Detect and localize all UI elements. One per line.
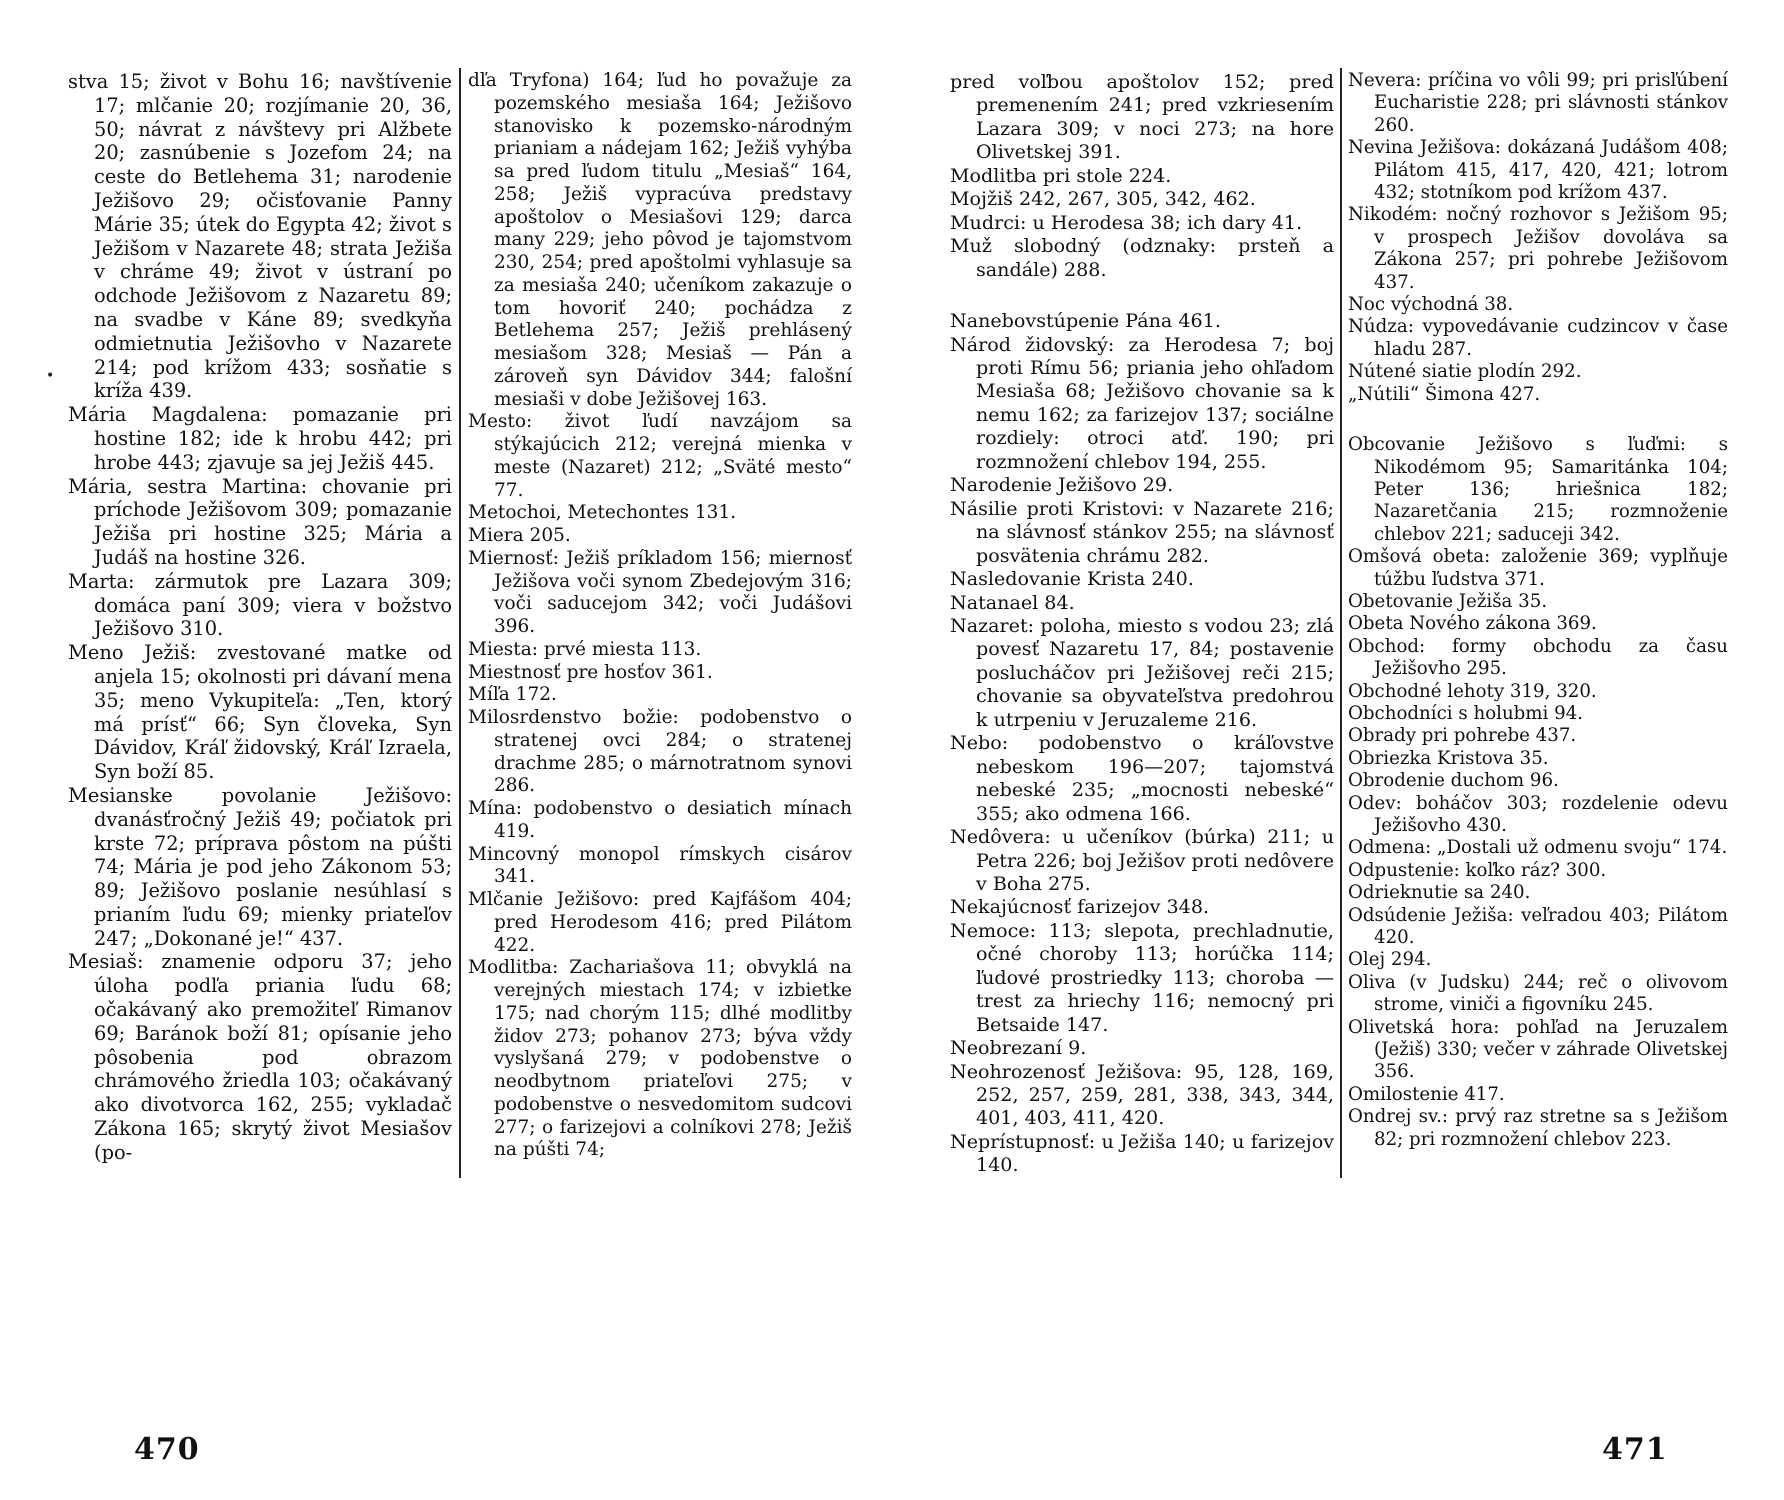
index-entry: dľa Tryfona) 164; ľud ho považuje za pozemského mesiaša 164; Ježišovo stanovisko k pozemsko-národným prianiam a nádejam 162; Ježiš vyhýba sa pred ľudom titulu „Mesiaš“ 164, 258; Ježiš vypracúva predstavy apoštolov o Mesiašovi 129; darca many 229; jeho pôvod je tajomstvom 230, 254; pred apoštolmi vyhlasuje sa za mesiaša 240; učeníkom zakazuje o tom hovoriť 240; pochádza z Betlehema 257; Ježiš prehlásený mesiašom 328; Mesiaš — Pán a zároveň syn Dávidov 344; falošní mesiaši v dobe Ježišovej 163.: [468, 70, 852, 410]
index-entry: Modlitba pri stole 224.: [950, 163, 1172, 187]
index-entry: Miestnosť pre hosťov 361.: [468, 661, 713, 683]
index-entry: Nemoce: 113; slepota, prechladnutie, očné choroby 113; horúčka 114; ľudové prostriedky 113; choroba — trest za hriechy 116; nemocný pri Betsaide 147.: [950, 918, 1334, 1036]
index-entry: Mlčanie Ježišovo: pred Kajfášom 404; pred Herodesom 416; pred Pilátom 422.: [468, 889, 852, 956]
index-entry: Neprístupnosť: u Ježiša 140; u farizejov 140.: [950, 1129, 1334, 1177]
index-entry: Obrodenie duchom 96.: [1348, 770, 1559, 792]
index-entry: Odmena: „Dostali už odmenu svoju“ 174.: [1348, 837, 1728, 859]
index-entry: Mesiaš: znamenie odporu 37; jeho úloha podľa priania ľudu 68; očakávaný ako premožiteľ Rimanov 69; Baránok boží 81; opísanie jeho pôsobenia pod obrazom chrámového žriedla 103; očakávaný ako divotvorca 162, 255; vykladač Zákona 165; skrytý život Mesiašov (po-: [68, 950, 452, 1164]
index-entry: Miesta: prvé miesta 113.: [468, 638, 702, 660]
index-entry: Obrady pri pohrebe 437.: [1348, 725, 1577, 747]
index-entry: stva 15; život v Bohu 16; navštívenie 17; mlčanie 20; rozjímanie 20, 36, 50; návrat z návštevy pri Alžbete 20; zasnúbenie s Jozefom 24; na ceste do Betlehema 31; narodenie Ježišovo 29; očisťovanie Panny Márie 35; útek do Egypta 42; život s Ježišom v Nazarete 48; strata Ježiša v chráme 49; život v ústraní po odchode Ježišovom z Nazaretu 89; na svadbe v Káne 89; svedkyňa odmietnutia Ježišovho v Nazarete 214; pod krížom 433; sosňatie s kríža 439.: [68, 70, 452, 403]
index-entry: Nedôvera: u učeníkov (búrka) 211; u Petra 226; boj Ježišov proti nedôvere v Boha 275.: [950, 825, 1334, 895]
index-entry: Nevina Ježišova: dokázaná Judášom 408; Pilátom 415, 417, 420, 421; lotrom 432; stotníkom pod krížom 437.: [1348, 137, 1728, 204]
index-entry: Omilostenie 417.: [1348, 1083, 1505, 1105]
index-entry: Olej 294.: [1348, 949, 1432, 971]
index-entry: Nazaret: poloha, miesto s vodou 23; zlá povesť Nazaretu 17, 84; postavenie poslucháčov pri Ježišovej reči 215; chovanie sa obyvateľstva predohrou k utrpeniu v Jeruzaleme 216.: [950, 613, 1334, 731]
index-entry: pred voľbou apoštolov 152; pred premenením 241; pred vzkriesením Lazara 309; v noci 273; na hore Olivetskej 391.: [950, 70, 1334, 164]
index-entry: Nevera: príčina vo vôli 99; pri prisľúbení Eucharistie 228; pri slávnosti stánkov 260.: [1348, 70, 1728, 136]
index-entry: Obchod: formy obchodu za času Ježišovho 295.: [1348, 635, 1728, 680]
index-entry: Obeta Nového zákona 369.: [1348, 613, 1597, 635]
index-entry: Nikodém: nočný rozhovor s Ježišom 95; v prospech Ježišov dovoláva sa Zákona 257; pri pohrebe Ježišovom 437.: [1348, 204, 1728, 293]
index-entry: Obriezka Kristova 35.: [1348, 747, 1549, 769]
index-entry: Noc východná 38.: [1348, 294, 1514, 316]
index-entry: Obchodné lehoty 319, 320.: [1348, 680, 1597, 702]
index-entry: Násilie proti Kristovi: v Nazarete 216; na slávnosť stánkov 255; na slávnosť posvätenia chrámu 282.: [950, 496, 1334, 567]
index-entry: Neobrezaní 9.: [950, 1036, 1087, 1060]
index-entry: Odsúdenie Ježiša: veľradou 403; Pilátom 420.: [1348, 904, 1728, 949]
index-entry: Národ židovský: za Herodesa 7; boj proti Rímu 56; priania jeho ohľadom Mesiaša 68; Ježišovo chovanie sa k nemu 162; za farizejov 137; sociálne rozdiely: otroci atď. 190; pri rozmnožení chlebov 194, 255.: [950, 332, 1334, 473]
index-entry: Muž slobodný (odznaky: prsteň a sandále) 288.: [950, 234, 1334, 281]
index-entry: Obcovanie Ježišovo s ľuďmi: s Nikodémom 95; Samaritánka 104; Peter 136; hriešnica 182; Nazaretčania 215; rozmnoženie chlebov 221; saduceji 342.: [1348, 434, 1728, 545]
index-entry: Mína: podobenstvo o desiatich mínach 419.: [468, 798, 852, 842]
index-entry: Nasledovanie Krista 240.: [950, 567, 1194, 591]
ink-speck: •: [46, 368, 55, 384]
index-entry: Núdza: vypovedávanie cudzincov v čase hladu 287.: [1348, 316, 1728, 360]
index-entry: Marta: zármutok pre Lazara 309; domáca paní 309; viera v božstvo Ježišovo 310.: [68, 569, 452, 641]
index-entry: Meno Ježiš: zvestované matke od anjela 15; okolnosti pri dávaní mena 35; meno Vykupiteľa: „Ten, ktorý má prísť“ 66; Syn človeka, Syn Dávidov, Kráľ židovský, Kráľ Izraela, Syn boží 85.: [68, 641, 452, 784]
index-entry: Metochoi, Metechontes 131.: [468, 502, 737, 524]
index-entry: „Nútili“ Šimona 427.: [1348, 383, 1541, 405]
index-entry: Odev: boháčov 303; rozdelenie odevu Ježišovho 430.: [1348, 792, 1728, 836]
index-entry: Mesianske povolanie Ježišovo: dvanásťročný Ježiš 49; počiatok pri krste 72; príprava pôstom na púšti 74; Mária je pod jeho Zákonom 53; 89; Ježišovo poslanie nesúhlasí s prianím ľudu 69; mienky priateľov 247; „Dokonané je!“ 437.: [68, 783, 452, 950]
index-column-1: [68, 70, 452, 1165]
letter-group-gap: [950, 281, 1334, 309]
index-entry: Nanebovstúpenie Pána 461.: [950, 309, 1221, 333]
page-number-left: 470: [134, 1432, 200, 1467]
index-entry: Neohrozenosť Ježišova: 95, 128, 169, 252, 257, 259, 281, 338, 343, 344, 401, 403, 411, 420.: [950, 1059, 1334, 1130]
index-entry: Mesto: život ľudí navzájom sa stýkajúcich 212; verejná mienka v meste (Nazaret) 212; „Sväté mesto“ 77.: [468, 411, 852, 501]
index-column-2: [468, 70, 852, 1162]
index-entry: Mária, sestra Martina: chovanie pri príchode Ježišovom 309; pomazanie Ježiša pri hostine 325; Mária a Judáš na hostine 326.: [68, 474, 452, 569]
index-entry: Nekajúcnosť farizejov 348.: [950, 895, 1210, 919]
index-entry: Natanael 84.: [950, 590, 1075, 614]
index-entry: Olivetská hora: pohľad na Jeruzalem (Ježiš) 330; večer v záhrade Olivetskej 356.: [1348, 1016, 1728, 1083]
index-entry: Modlitba: Zachariašova 11; obvyklá na verejných miestach 174; v izbietke 175; nad chorým 115; dlhé modlitby židov 273; pohanov 273; býva vždy vyslyšaná 279; v podobenstve o neodbytnom priateľovi 275; v podobenstve o nesvedomitom sudcovi 277; o farizejovi a colníkovi 278; Ježiš na púšti 74;: [468, 957, 852, 1161]
index-column-4: [1348, 70, 1728, 1151]
column-divider: [1340, 68, 1342, 1178]
index-entry: Mária Magdalena: pomazanie pri hostine 182; ide k hrobu 442; pri hrobe 443; zjavuje sa jej Ježiš 445.: [68, 403, 452, 474]
index-entry: Ondrej sv.: prvý raz stretne sa s Ježišom 82; pri rozmnožení chlebov 223.: [1348, 1106, 1728, 1150]
index-entry: Mincovný monopol rímskych cisárov 341.: [468, 843, 852, 888]
index-entry: Odrieknutie sa 240.: [1348, 882, 1531, 904]
index-entry: Odpustenie: koľko ráz? 300.: [1348, 859, 1607, 881]
index-entry: Mojžiš 242, 267, 305, 342, 462.: [950, 187, 1256, 211]
letter-group-gap: [1348, 406, 1728, 434]
column-divider: [459, 68, 461, 1178]
index-entry: Míľa 172.: [468, 684, 557, 706]
index-entry: Narodenie Ježišovo 29.: [950, 473, 1174, 497]
index-entry: Obchodníci s holubmi 94.: [1348, 702, 1584, 724]
index-entry: Oliva (v Judsku) 244; reč o olivovom strome, viniči a figovníku 245.: [1348, 971, 1728, 1016]
index-entry: Mudrci: u Herodesa 38; ich dary 41.: [950, 210, 1303, 234]
page-number-right: 471: [1602, 1432, 1668, 1467]
index-entry: Obetovanie Ježiša 35.: [1348, 590, 1548, 612]
index-entry: Milosrdenstvo božie: podobenstvo o stratenej ovci 284; o stratenej drachme 285; o márnotratnom synovi 286.: [468, 707, 852, 797]
index-column-3: [950, 70, 1334, 1177]
index-entry: Omšová obeta: založenie 369; vyplňuje túžbu ľudstva 371.: [1348, 546, 1728, 590]
index-entry: Miernosť: Ježiš príkladom 156; miernosť Ježišova voči synom Zbedejovým 316; voči saducejom 342; voči Judášovi 396.: [468, 547, 852, 637]
index-entry: Miera 205.: [468, 525, 571, 546]
index-entry: Nebo: podobenstvo o kráľovstve nebeskom 196—207; tajomstvá nebeské 235; „mocnosti nebeské“ 355; ako odmena 166.: [950, 731, 1334, 825]
index-entry: Nútené siatie plodín 292.: [1348, 361, 1582, 383]
